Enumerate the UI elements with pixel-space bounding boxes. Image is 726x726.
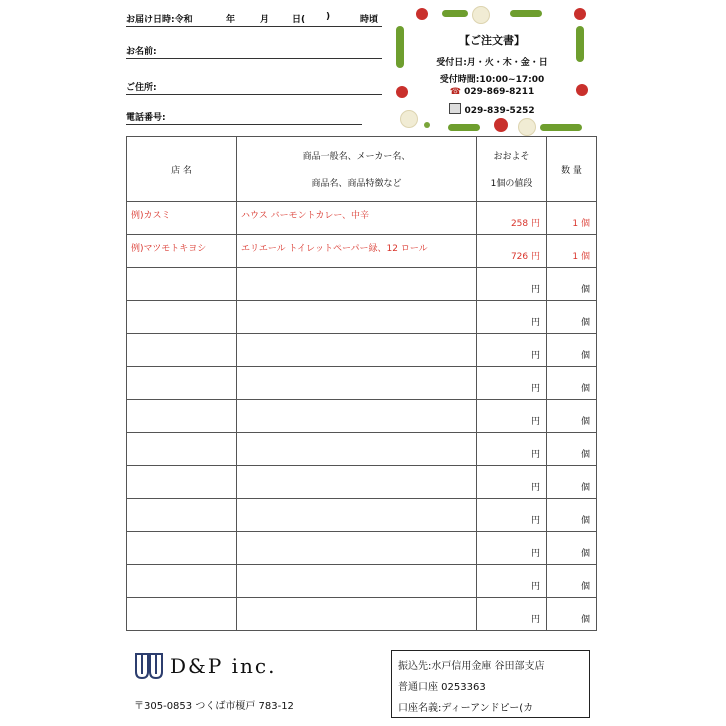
order-info-box xyxy=(394,6,590,134)
qty-unit: 個 xyxy=(580,318,590,328)
qty-unit: 個 xyxy=(580,351,590,361)
store-cell[interactable] xyxy=(127,532,237,565)
example-qty: 1 個 xyxy=(572,252,590,262)
close-paren: ) xyxy=(326,12,331,22)
yen-unit: 円 xyxy=(530,483,540,493)
table-row xyxy=(127,400,597,433)
product-cell[interactable] xyxy=(237,301,477,334)
table-row xyxy=(127,334,597,367)
qty-cell[interactable] xyxy=(547,367,597,400)
qty-unit: 個 xyxy=(580,582,590,592)
table-row xyxy=(127,433,597,466)
month-label: 月 xyxy=(260,15,270,25)
product-cell[interactable] xyxy=(237,367,477,400)
company-logo xyxy=(134,652,164,680)
logo-mark-icon xyxy=(134,652,164,680)
store-cell[interactable] xyxy=(127,367,237,400)
tomato-icon xyxy=(416,8,428,20)
example-price: 258 円 xyxy=(510,219,540,229)
product-cell[interactable] xyxy=(237,499,477,532)
example-row xyxy=(127,202,597,235)
accept-hours: 受付時間:10:00~17:00 xyxy=(439,75,545,85)
order-form-title: 【ご注文書】 xyxy=(459,34,525,47)
example-product: エリエール トイレットペーパー緑、12 ロール xyxy=(241,244,428,254)
store-cell[interactable] xyxy=(127,565,237,598)
product-header-line1: 商品一般名、メーカー名、 xyxy=(302,152,411,162)
delivery-label: お届け日時:令和 xyxy=(126,15,193,25)
table-row xyxy=(127,268,597,301)
example-store: 例)カスミ xyxy=(131,211,171,221)
store-cell[interactable] xyxy=(127,400,237,433)
table-row xyxy=(127,301,597,334)
yen-unit: 円 xyxy=(530,582,540,592)
time-label: 時頃 xyxy=(360,15,379,25)
price-cell[interactable] xyxy=(477,400,547,433)
bank-account-line: 普通口座 0253363 xyxy=(398,682,486,693)
price-cell[interactable] xyxy=(477,598,547,631)
price-cell[interactable] xyxy=(477,334,547,367)
product-cell[interactable] xyxy=(237,400,477,433)
qty-cell[interactable] xyxy=(547,466,597,499)
price-cell[interactable] xyxy=(477,367,547,400)
bank-info-box xyxy=(391,650,590,718)
accept-days: 受付日:月・火・木・金・日 xyxy=(436,58,548,68)
qty-unit: 個 xyxy=(580,615,590,625)
qty-cell[interactable] xyxy=(547,433,597,466)
yen-unit: 円 xyxy=(530,351,540,361)
fax-icon xyxy=(449,103,461,114)
qty-cell[interactable] xyxy=(547,400,597,433)
price-header-line2: 1個の値段 xyxy=(490,179,533,189)
qty-unit: 個 xyxy=(580,450,590,460)
yen-unit: 円 xyxy=(530,615,540,625)
product-cell[interactable] xyxy=(237,565,477,598)
yen-unit: 円 xyxy=(530,285,540,295)
table-row xyxy=(127,532,597,565)
yen-unit: 円 xyxy=(530,450,540,460)
phone-line xyxy=(394,87,590,97)
yen-unit: 円 xyxy=(530,516,540,526)
table-header-row xyxy=(127,137,597,202)
price-cell[interactable] xyxy=(477,301,547,334)
table-row xyxy=(127,367,597,400)
store-cell[interactable] xyxy=(127,598,237,631)
tomato-icon xyxy=(494,118,508,132)
yen-unit: 円 xyxy=(530,318,540,328)
company-name: D&P inc. xyxy=(170,654,277,678)
example-row xyxy=(127,235,597,268)
product-cell[interactable] xyxy=(237,433,477,466)
order-table xyxy=(126,136,597,631)
garlic-icon xyxy=(518,118,536,136)
table-row xyxy=(127,499,597,532)
qty-unit: 個 xyxy=(580,483,590,493)
table-row xyxy=(127,565,597,598)
product-cell[interactable] xyxy=(237,334,477,367)
qty-cell[interactable] xyxy=(547,268,597,301)
qty-cell[interactable] xyxy=(547,532,597,565)
phone-label: 電話番号: xyxy=(126,113,166,123)
day-label: 日( xyxy=(292,15,306,25)
price-cell[interactable] xyxy=(477,466,547,499)
fax-line xyxy=(394,103,590,116)
product-cell[interactable] xyxy=(237,466,477,499)
store-cell[interactable] xyxy=(127,301,237,334)
product-cell[interactable] xyxy=(237,532,477,565)
garlic-icon xyxy=(472,6,490,24)
product-cell[interactable] xyxy=(237,268,477,301)
store-cell[interactable] xyxy=(127,466,237,499)
price-header xyxy=(477,137,547,202)
example-store: 例)マツモトキヨシ xyxy=(131,244,207,254)
price-cell[interactable] xyxy=(477,532,547,565)
phone-number: 029-869-8211 xyxy=(464,87,535,97)
store-cell[interactable] xyxy=(127,334,237,367)
qty-cell[interactable] xyxy=(547,301,597,334)
pepper-icon xyxy=(442,10,468,17)
example-product: ハウス バーモントカレー、中辛 xyxy=(241,211,369,221)
store-cell[interactable] xyxy=(127,433,237,466)
qty-cell[interactable] xyxy=(547,499,597,532)
qty-unit: 個 xyxy=(580,516,590,526)
name-field[interactable] xyxy=(126,58,382,59)
bank-transfer-line: 振込先:水戸信用金庫 谷田部支店 xyxy=(398,661,545,672)
table-row xyxy=(127,598,597,631)
address-field[interactable] xyxy=(126,94,382,95)
yen-unit: 円 xyxy=(530,417,540,427)
qty-unit: 個 xyxy=(580,549,590,559)
store-cell[interactable] xyxy=(127,268,237,301)
address-label: ご住所: xyxy=(126,83,157,93)
pepper-icon xyxy=(540,124,582,131)
delivery-underline[interactable] xyxy=(126,26,382,27)
name-label: お名前: xyxy=(126,47,157,57)
qty-unit: 個 xyxy=(580,285,590,295)
qty-header: 数 量 xyxy=(547,137,597,202)
product-header-line2: 商品名、商品特徴など xyxy=(311,179,402,189)
qty-cell[interactable] xyxy=(547,334,597,367)
store-header: 店 名 xyxy=(127,137,237,202)
qty-cell[interactable] xyxy=(547,565,597,598)
price-cell[interactable] xyxy=(477,268,547,301)
pea-icon xyxy=(424,122,430,128)
year-label: 年 xyxy=(226,15,236,25)
price-cell[interactable] xyxy=(477,433,547,466)
qty-cell[interactable] xyxy=(547,598,597,631)
table-row xyxy=(127,466,597,499)
fax-number: 029-839-5252 xyxy=(464,106,535,116)
phone-icon: ☎ xyxy=(449,87,461,97)
price-cell[interactable] xyxy=(477,565,547,598)
yen-unit: 円 xyxy=(530,549,540,559)
product-header xyxy=(237,137,477,202)
pepper-icon xyxy=(510,10,542,17)
product-cell[interactable] xyxy=(237,598,477,631)
qty-unit: 個 xyxy=(580,384,590,394)
yen-unit: 円 xyxy=(530,384,540,394)
store-cell[interactable] xyxy=(127,499,237,532)
pepper-icon xyxy=(448,124,480,131)
company-address: 〒305-0853 つくば市榎戸 783-12 xyxy=(134,701,294,712)
example-price: 726 円 xyxy=(510,252,540,262)
bank-holder-line: 口座名義:ディーアンドピー(カ xyxy=(398,703,534,714)
phone-field[interactable] xyxy=(126,124,362,125)
price-header-line1: おおよそ xyxy=(493,152,530,162)
example-qty: 1 個 xyxy=(572,219,590,229)
qty-unit: 個 xyxy=(580,417,590,427)
tomato-icon xyxy=(574,8,586,20)
price-cell[interactable] xyxy=(477,499,547,532)
